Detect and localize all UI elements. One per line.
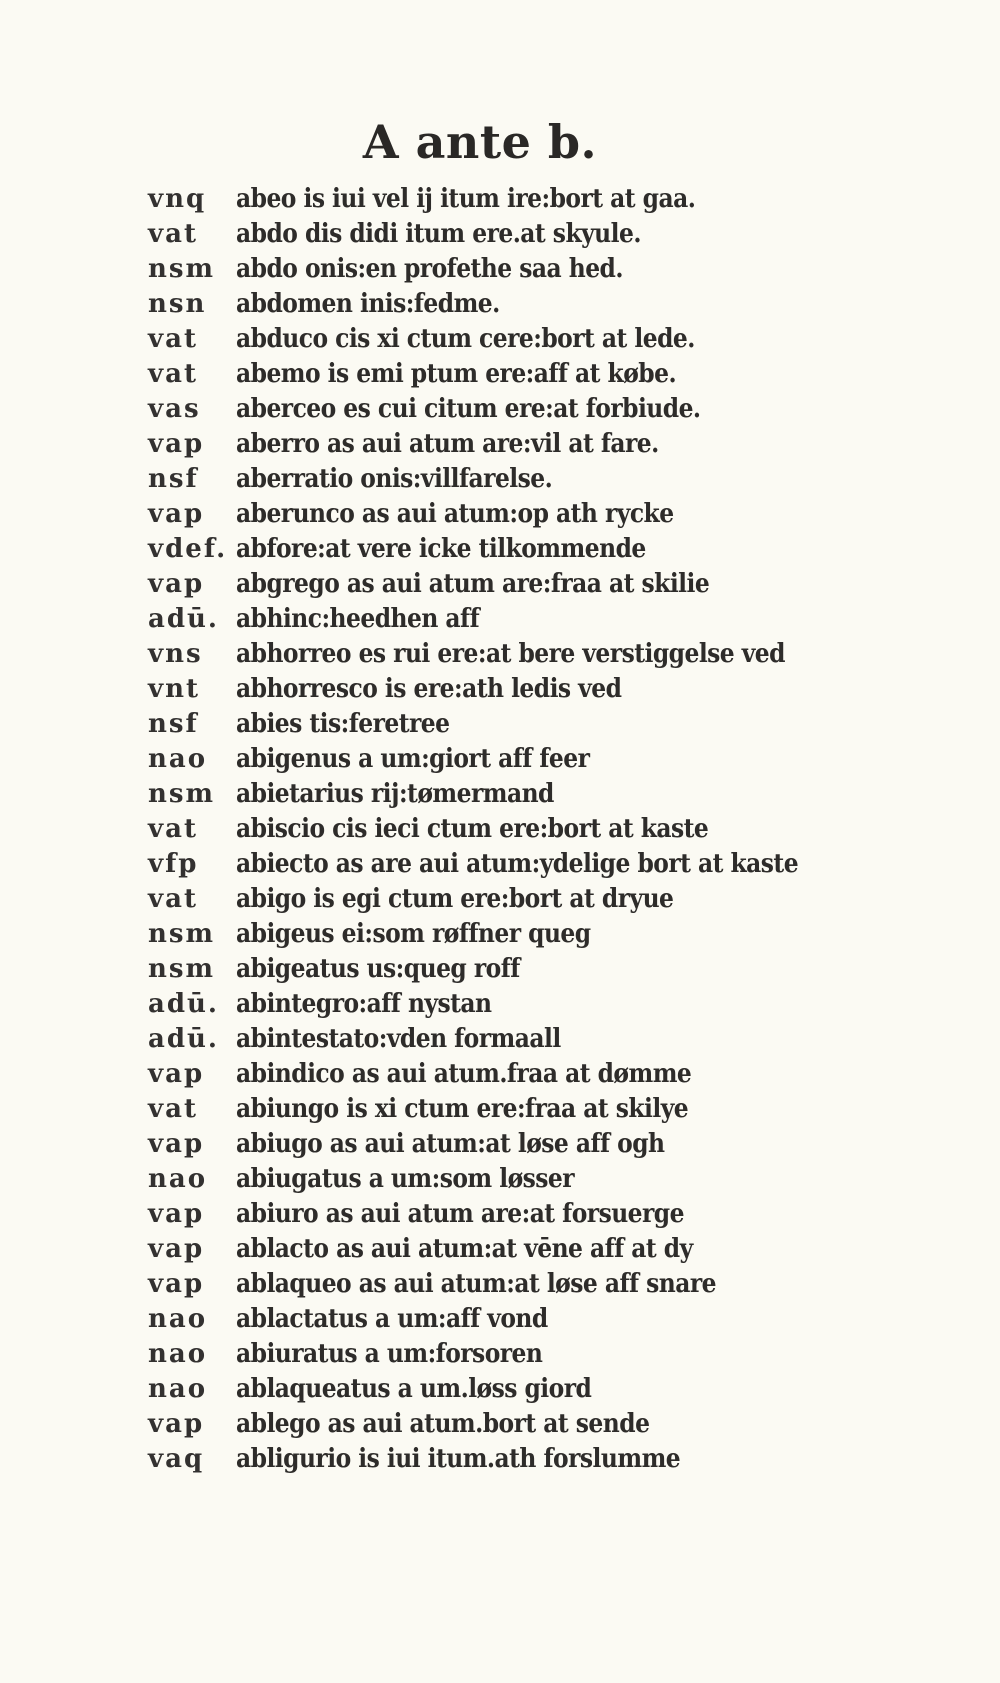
dictionary-entry bbox=[148, 882, 928, 917]
dictionary-entry bbox=[148, 847, 928, 882]
entry-text: abemo is emi ptum ere:aff at købe. bbox=[236, 359, 677, 389]
entry-grammar-code: nsm bbox=[148, 779, 216, 809]
entry-text: abintestato:vden formaall bbox=[236, 1024, 561, 1054]
entry-text: abietarius rij:tømermand bbox=[236, 779, 554, 809]
entry-text: abdo dis didi itum ere.at skyule. bbox=[236, 219, 641, 249]
dictionary-entry bbox=[148, 1407, 928, 1442]
entry-grammar-code: nsm bbox=[148, 254, 216, 284]
entry-grammar-code: vas bbox=[148, 394, 201, 424]
dictionary-entry bbox=[148, 427, 928, 462]
dictionary-entry bbox=[148, 1267, 928, 1302]
dictionary-entry bbox=[148, 252, 928, 287]
entry-grammar-code: vap bbox=[148, 499, 205, 529]
dictionary-entry bbox=[148, 987, 928, 1022]
entry-grammar-code: nao bbox=[148, 744, 208, 774]
entry-grammar-code: vap bbox=[148, 1129, 205, 1159]
entry-grammar-code: vaq bbox=[148, 1444, 205, 1474]
entry-grammar-code: nsm bbox=[148, 919, 216, 949]
dictionary-entry bbox=[148, 1302, 928, 1337]
entry-text: abigenus a um:giort aff feer bbox=[236, 744, 590, 774]
entry-grammar-code: vap bbox=[148, 1234, 205, 1264]
entry-grammar-code: nsm bbox=[148, 954, 216, 984]
entry-text: aberro as aui atum are:vil at fare. bbox=[236, 429, 659, 459]
dictionary-entry bbox=[148, 917, 928, 952]
dictionary-entry bbox=[148, 217, 928, 252]
entry-text: abindico as aui atum.fraa at dømme bbox=[236, 1059, 692, 1089]
entry-text: ablaqueo as aui atum:at løse aff snare bbox=[236, 1269, 716, 1299]
dictionary-entry bbox=[148, 637, 928, 672]
entry-grammar-code: vat bbox=[148, 324, 198, 354]
entry-grammar-code: vap bbox=[148, 1409, 205, 1439]
dictionary-entry bbox=[148, 1372, 928, 1407]
entry-grammar-code: vnt bbox=[148, 674, 201, 704]
entry-text: abies tis:feretree bbox=[236, 709, 450, 739]
entry-text: abiugo as aui atum:at løse aff ogh bbox=[236, 1129, 665, 1159]
entry-grammar-code: vat bbox=[148, 219, 198, 249]
dictionary-entry bbox=[148, 532, 928, 567]
entry-grammar-code: nao bbox=[148, 1304, 208, 1334]
entry-grammar-code: nsf bbox=[148, 709, 199, 739]
dictionary-entry bbox=[148, 1197, 928, 1232]
entry-grammar-code: vat bbox=[148, 814, 198, 844]
dictionary-entry bbox=[148, 322, 928, 357]
dictionary-entry bbox=[148, 287, 928, 322]
entry-text: aberceo es cui citum ere:at forbiude. bbox=[236, 394, 701, 424]
entry-grammar-code: vap bbox=[148, 569, 205, 599]
dictionary-entry bbox=[148, 392, 928, 427]
entry-text: abgrego as aui atum are:fraa at skilie bbox=[236, 569, 710, 599]
dictionary-entry bbox=[148, 182, 928, 217]
entry-text: aberunco as aui atum:op ath rycke bbox=[236, 499, 674, 529]
entry-text: abeo is iui vel ij itum ire:bort at gaa. bbox=[236, 184, 696, 214]
entry-grammar-code: vat bbox=[148, 1094, 198, 1124]
dictionary-entry bbox=[148, 777, 928, 812]
entry-grammar-code: vat bbox=[148, 359, 198, 389]
entry-text: ablaqueatus a um.løss giord bbox=[236, 1374, 592, 1404]
dictionary-entry bbox=[148, 1162, 928, 1197]
entry-grammar-code: vfp bbox=[148, 849, 199, 879]
dictionary-entry bbox=[148, 707, 928, 742]
dictionary-entry bbox=[148, 602, 928, 637]
dictionary-entry bbox=[148, 1022, 928, 1057]
entry-grammar-code: vat bbox=[148, 884, 198, 914]
entry-grammar-code: vap bbox=[148, 1059, 205, 1089]
dictionary-entry bbox=[148, 357, 928, 392]
dictionary-entry bbox=[148, 1442, 928, 1477]
entry-grammar-code: adū. bbox=[148, 604, 219, 634]
entry-text: abiuratus a um:forsoren bbox=[236, 1339, 543, 1369]
entry-grammar-code: nao bbox=[148, 1164, 208, 1194]
entry-text: abigo is egi ctum ere:bort at dryue bbox=[236, 884, 674, 914]
entry-text: abiugatus a um:som løsser bbox=[236, 1164, 575, 1194]
entry-grammar-code: nsf bbox=[148, 464, 199, 494]
entry-grammar-code: vns bbox=[148, 639, 203, 669]
dictionary-entry bbox=[148, 567, 928, 602]
entry-text: abdo onis:en profethe saa hed. bbox=[236, 254, 623, 284]
entry-text: abfore:at vere icke tilkommende bbox=[236, 534, 646, 564]
dictionary-entry bbox=[148, 1057, 928, 1092]
dictionary-entry bbox=[148, 742, 928, 777]
entry-grammar-code: nao bbox=[148, 1374, 208, 1404]
entry-text: abiscio cis ieci ctum ere:bort at kaste bbox=[236, 814, 709, 844]
entry-grammar-code: vap bbox=[148, 1199, 205, 1229]
dictionary-entry bbox=[148, 497, 928, 532]
dictionary-entry bbox=[148, 1092, 928, 1127]
entry-text: abligurio is iui itum.ath forslumme bbox=[236, 1444, 681, 1474]
dictionary-entry bbox=[148, 812, 928, 847]
entry-text: abduco cis xi ctum cere:bort at lede. bbox=[236, 324, 695, 354]
entry-grammar-code: adū. bbox=[148, 989, 219, 1019]
entry-grammar-code: nsn bbox=[148, 289, 207, 319]
entry-list bbox=[148, 182, 928, 1477]
dictionary-entry bbox=[148, 672, 928, 707]
entry-grammar-code: vap bbox=[148, 429, 205, 459]
entry-grammar-code: adū. bbox=[148, 1024, 219, 1054]
entry-text: abdomen inis:fedme. bbox=[236, 289, 500, 319]
entry-text: ablactatus a um:aff vond bbox=[236, 1304, 548, 1334]
dictionary-entry bbox=[148, 462, 928, 497]
entry-text: abhorresco is ere:ath ledis ved bbox=[236, 674, 622, 704]
entry-text: abhorreo es rui ere:at bere verstiggelse ved bbox=[236, 639, 785, 669]
entry-text: abhinc:heedhen aff bbox=[236, 604, 480, 634]
entry-text: abiecto as are aui atum:ydelige bort at kaste bbox=[236, 849, 799, 879]
entry-text: ablego as aui atum.bort at sende bbox=[236, 1409, 650, 1439]
entry-grammar-code: vdef. bbox=[148, 534, 228, 564]
entry-text: aberratio onis:villfarelse. bbox=[236, 464, 553, 494]
entry-text: abiungo is xi ctum ere:fraa at skilye bbox=[236, 1094, 689, 1124]
entry-text: abigeus ei:som røffner queg bbox=[236, 919, 591, 949]
dictionary-entry bbox=[148, 1127, 928, 1162]
entry-grammar-code: nao bbox=[148, 1339, 208, 1369]
entry-text: abiuro as aui atum are:at forsuerge bbox=[236, 1199, 684, 1229]
dictionary-entry bbox=[148, 1337, 928, 1372]
entry-text: ablacto as aui atum:at vēne aff at dy bbox=[236, 1234, 693, 1264]
entry-grammar-code: vnq bbox=[148, 184, 207, 214]
page-heading: A ante b. bbox=[362, 115, 598, 169]
dictionary-entry bbox=[148, 1232, 928, 1267]
entry-text: abintegro:aff nystan bbox=[236, 989, 492, 1019]
dictionary-entry bbox=[148, 952, 928, 987]
entry-text: abigeatus us:queg roff bbox=[236, 954, 520, 984]
entry-grammar-code: vap bbox=[148, 1269, 205, 1299]
